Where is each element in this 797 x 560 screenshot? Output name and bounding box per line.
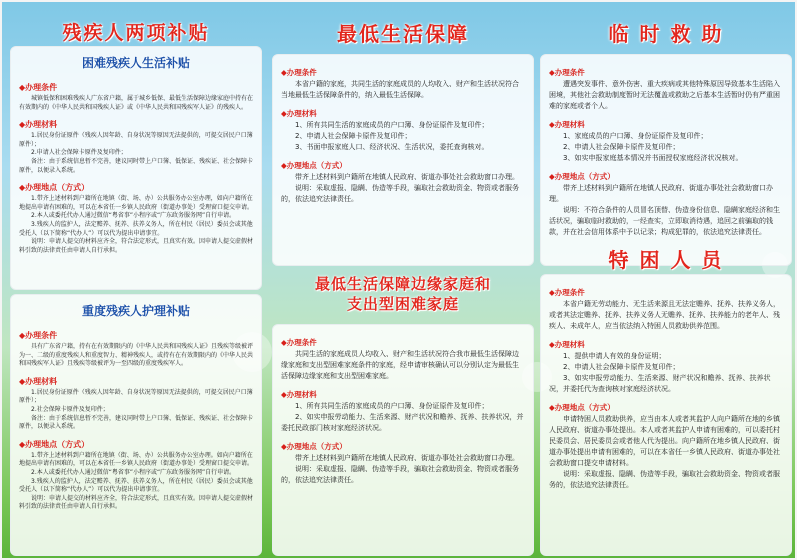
materials-item: 2、申请人社会保障卡原件及复印件； (563, 363, 680, 371)
place-item: 3.残疾人的监护人，法定赡养、抚养、扶养义务人，所在村民（居民）委员会或其他受托人（以下简称“代办人”）可以代为提出申请事宜。 (19, 220, 253, 237)
section-conditions: ◆办理条件 (19, 83, 58, 92)
section-place: ◆办理地点（方式） (19, 183, 90, 193)
panel-edge-families (272, 324, 534, 556)
title-disability-subsidies: 残疾人两项补贴 (62, 22, 210, 44)
materials-item: 1、家庭成员的户口簿、身份证原件及复印件； (563, 132, 708, 140)
panel-minimum-living (272, 54, 534, 266)
conditions-text: 遭遇突发事件、意外伤害、重大疾病或其他特殊原因导致基本生活陷入困境，其他社会救助制度暂时无法覆盖或救助之后基本生活暂时仍有严重困难的家庭或者个人。 (549, 80, 780, 110)
title-temporary-relief: 临 时 救 助 (608, 22, 724, 46)
materials-item: 1.居民身份证原件（残疾人因年龄、自身状况等原因无法提供的，可提交居民户口簿原件）； (19, 388, 253, 405)
place-text: 带齐上述材料到户籍所在地镇人民政府、街道办事处社会救助窗口办理。 (549, 184, 773, 203)
note-text: 说明：采取虚报、隐瞒、伪造等手段，骗取社会救助资金、物资或者服务的，依法追究法律责任。 (549, 470, 780, 489)
section-conditions: ◆办理条件 (281, 338, 317, 347)
materials-item: 1、所有共同生活的家庭成员的户口簿、身份证原件及复印件； (295, 402, 489, 410)
materials-item: 3、如实申报家庭基本情况并书面授权家庭经济状况核对。 (563, 154, 743, 162)
column-relief (540, 8, 792, 558)
materials-item: 备注：由于系统信息暂不完善，建议同时带上户口簿、低保证、残疾证、社会保障卡原件，以便录入系统。 (19, 414, 254, 431)
materials-item: 备注：由于系统信息暂不完善，建议同时带上户口簿、低保证、残疾证、社会保障卡原件，以便录入系统。 (19, 157, 254, 174)
section-materials: ◆办理材料 (281, 390, 317, 399)
section-materials: ◆办理材料 (19, 376, 58, 386)
section-materials: ◆办理材料 (549, 340, 585, 349)
place-item: 说明：申请人提交的材料应齐全，符合法定形式，且真实有效。因申请人提交虚假材料引致的法律责任由申请人自行承担。 (19, 238, 254, 254)
title-edge-families: 最低生活保障边缘家庭和 支出型困难家庭 (314, 275, 491, 313)
conditions-text: 城镇低保和困难残疾人广东省户籍，属于城乡低保、最低生活保障边缘家庭中持有在有效期内的《中华人民共和国残疾人证》或《中华人民共和国残疾军人证》的残疾人。 (19, 95, 254, 111)
materials-item: 1、提供申请人有效的身份证明； (563, 352, 666, 360)
panel-living-subsidy (10, 46, 262, 290)
place-item: 说明：申请人提交的材料应齐全，符合法定形式，且真实有效。因申请人提交虚假材料引致的法律责任由申请人自行承担。 (19, 494, 254, 511)
section-conditions: ◆办理条件 (549, 288, 585, 297)
note-text: 说明：不符合条件的人员冒名顶替、伪造身份信息、隐瞒家庭经济和生活状况，骗取临时救助的，一经查实，立即取消待遇，追回之前骗取的钱款，并在社会信用体系中予以记录；构成犯罪的，依法追究法律责任。 (549, 206, 780, 236)
conditions-text: 共同生活的家庭成员人均收入、财产和生活状况符合我市最低生活保障边缘家庭和支出型困难家庭条件的家庭，经申请审核确认可以分别认定为最低生活保障边缘家庭和支出型困难家庭。 (281, 350, 519, 380)
place-item: 2.本人或委托代办人通过微信“粤省事”小程序或“广东政务服务网”自行申请。 (31, 468, 236, 476)
section-conditions: ◆办理条件 (19, 331, 58, 340)
section-place: ◆办理地点（方式） (549, 403, 615, 412)
conditions-text: 本省户籍的家庭，共同生活的家庭成员的人均收入、财产和生活状况符合当地最低生活保障条件的，纳入最低生活保障。 (281, 80, 519, 99)
note-text: 说明：采取虚报、隐瞒、伪造等手段，骗取社会救助资金、物资或者服务的，依法追究法律责任。 (281, 184, 519, 203)
title-minimum-living: 最低生活保障 (337, 22, 469, 46)
section-place: ◆办理地点（方式） (281, 161, 347, 170)
section-place: ◆办理地点（方式） (281, 442, 347, 451)
place-text: 带齐上述材料到户籍所在地镇人民政府、街道办事处社会救助窗口办理。 (295, 454, 519, 462)
section-place: ◆办理地点（方式） (549, 172, 615, 181)
materials-item: 1.居民身份证原件（残疾人因年龄、自身状况等原因无法提供的，可提交居民户口簿原件）； (19, 132, 253, 148)
place-item: 3.残疾人的监护人，法定赡养、抚养、扶养义务人，所在村民（居民）委员会或其他受托人（以下简称“代办人”）可以代为提出申请事宜。 (19, 477, 253, 494)
materials-item: 3、书面申报家庭人口、经济状况、生活状况，委托查询核对。 (295, 143, 489, 151)
section-materials: ◆办理材料 (19, 120, 58, 130)
materials-item: 2、如实申报劳动能力、生活来源、财产状况和赡养、抚养、扶养状况，并委托民政部门核对家庭经济状况。 (281, 413, 524, 432)
materials-item: 3、如实申报劳动能力、生活来源、财产状况和赡养、抚养、扶养状况，并委托代为查询核对家庭经济状况。 (549, 374, 771, 393)
panel-special-hardship (540, 274, 792, 556)
column-disability-subsidies (10, 8, 262, 558)
place-item: 1.带齐上述材料到户籍所在地镇（街、场、办）公共服务办公室办理，如向户籍所在地提出申请有困难的，可以在本省任一乡镇人民政府（街道办事处）受理窗口提交申请。 (19, 195, 254, 211)
materials-item: 2.申请人社会保障卡原件及复印件； (31, 149, 127, 157)
subtitle-care-subsidy: 重度残疾人护理补贴 (81, 304, 190, 318)
section-conditions: ◆办理条件 (549, 68, 585, 77)
materials-item: 2、申请人社会保障卡原件及复印件； (295, 132, 412, 140)
conditions-text: 具有广东省户籍，持有在有效期限内的《中华人民共和国残疾人证》且残疾等级被评为一、二级的重度残疾人和重度智力、精神残疾人，或持有在有效期限内的《中华人民共和国残疾军人证》且残疾等级被评为一至四级的重度残疾军人。 (19, 343, 254, 368)
section-conditions: ◆办理条件 (281, 68, 317, 77)
materials-item: 2、申请人社会保障卡原件及复印件； (563, 143, 680, 151)
materials-item: 1、所有共同生活的家庭成员的户口簿、身份证原件及复印件； (295, 121, 489, 129)
subtitle-living-subsidy: 困难残疾人生活补贴 (81, 56, 190, 70)
conditions-text: 本省户籍无劳动能力、无生活来源且无法定赡养、抚养、扶养义务人，或者其法定赡养、抚养、扶养义务人无赡养、抚养、扶养能力的老年人、残疾人、未成年人，应当依法纳入特困人员救助供养范围。 (549, 300, 780, 330)
section-materials: ◆办理材料 (549, 120, 585, 129)
panel-temporary-relief (540, 54, 792, 266)
place-item: 2.本人或委托代办人通过微信“粤省事”小程序或“广东政务服务网”自行申请。 (31, 212, 236, 220)
materials-item: 2.社会保障卡原件及复印件； (31, 405, 109, 413)
place-text: 申请特困人员救助供养，应当由本人或者其监护人向户籍所在地的乡镇人民政府、街道办事处提出。本人或者其监护人申请有困难的，可以委托村民委员会、居民委员会或者他人代为提出。向户籍所在地乡镇人民政府、街道办事处提出申请有困难的，可以在本省任一乡镇人民政府、街道办事处社会救助窗口提交申请材料。 (549, 415, 780, 467)
panel-care-subsidy (10, 294, 262, 556)
column-minimum-living (272, 8, 534, 558)
section-place: ◆办理地点（方式） (19, 439, 90, 449)
place-item: 1.带齐上述材料到户籍所在地镇（街、场、办）公共服务办公室办理。如向户籍所在地提出申请有困难的，可以在本省任一乡镇人民政府（街道办事处）受理窗口提交申请。 (19, 451, 254, 468)
title-special-hardship: 特 困 人 员 (608, 248, 724, 272)
place-text: 带齐上述材料到户籍所在地镇人民政府、街道办事处社会救助窗口办理。 (295, 173, 519, 181)
section-materials: ◆办理材料 (281, 109, 317, 118)
note-text: 说明：采取虚报、隐瞒、伪造等手段，骗取社会救助资金、物资或者服务的，依法追究法律责任。 (281, 465, 519, 484)
